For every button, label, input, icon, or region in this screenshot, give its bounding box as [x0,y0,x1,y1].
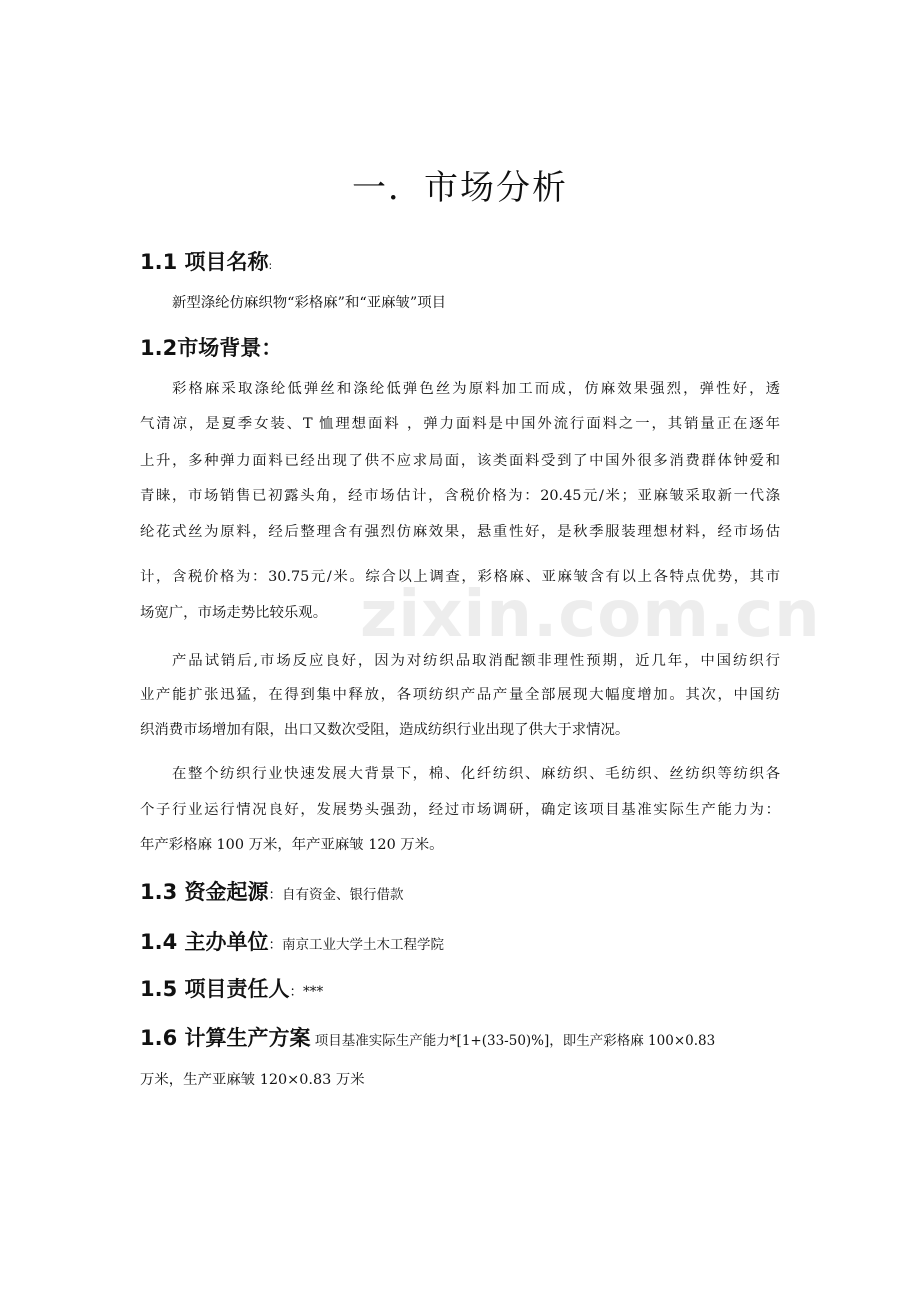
paragraph-line: 场宽广，市场走势比较乐观。 [140,605,328,621]
paragraph-line: 年产彩格麻 100 万米，年产亚麻皱 120 万米。 [140,837,444,853]
section-1-1-heading [140,247,272,281]
section-1-4-heading [140,927,444,960]
section-1-5-title: 1.5 项目责任人 [140,977,290,1001]
section-1-1-title: 1.1 项目名称 [140,250,269,274]
production-plan-continuation: 万米，生产亚麻皱 120×0.83 万米 [140,1072,365,1088]
section-1-5-heading [140,974,323,1007]
section-1-3-title: 1.3 资金起源 [140,880,269,904]
section-1-1-colon: : [268,259,273,272]
paragraph-line: 彩格麻采取涤纶低弹丝和涤纶低弹色丝为原料加工而成，仿麻效果强烈，弹性好，透 [172,381,780,397]
paragraph-line: 气清凉，是夏季女装、T 恤理想面料 ，弹力面料是中国外流行面料之一，其销量正在逐年 [140,416,780,432]
paragraph-line: 织消费市场增加有限，出口又数次受阻，造成纺织行业出现了供大于求情况。 [140,722,630,738]
paragraph-line: 计，含税价格为：30.75元/米。综合以上调查，彩格麻、亚麻皱含有以上各特点优势，其市 [140,569,780,585]
watermark: zixin.com.cn [360,578,821,652]
paragraph-line: 个子行业运行情况良好，发展势头强劲，经过市场调研，确定该项目基准实际生产能力为： [140,802,780,818]
paragraph-line: 纶花式丝为原料，经后整理含有强烈仿麻效果，悬重性好，是秋季服装理想材料，经市场估 [140,524,780,540]
project-name-text: 新型涤纶仿麻织物“彩格麻”和“亚麻皱”项目 [172,295,447,311]
section-1-6-title: 1.6 计算生产方案 [140,1026,311,1050]
section-1-3-heading [140,877,404,910]
section-1-4-title: 1.4 主办单位 [140,930,269,954]
section-1-2-heading: 1.2市场背景： [140,336,283,360]
paragraph-line: 青睐，市场销售已初露头角，经市场估计，含税价格为：20.45元/米；亚麻皱采取新一代涤 [140,488,780,504]
paragraph-line: 上升，多种弹力面料已经出现了供不应求局面，该类面料受到了中国外很多消费群体钟爱和 [140,453,780,469]
production-plan-text: 项目基准实际生产能力*[1+(33-50)%]，即生产彩格麻 100×0.83 [310,1033,716,1049]
page-title: 一．市场分析 [352,168,568,208]
paragraph-line: 产品试销后,市场反应良好，因为对纺织品取消配额非理性预期，近几年，中国纺织行 [172,653,780,669]
project-leader-text: ：*** [289,984,324,1000]
paragraph-line: 在整个纺织行业快速发展大背景下，棉、化纤纺织、麻纺织、毛纺织、丝纺织等纺织各 [172,766,780,782]
host-unit-text: ：南京工业大学土木工程学院 [268,937,445,953]
funding-source-text: ：自有资金、银行借款 [268,887,404,903]
section-1-6-heading [140,1023,715,1056]
paragraph-line: 业产能扩张迅猛，在得到集中释放，各项纺织产品产量全部展现大幅度增加。其次，中国纺 [140,687,780,703]
